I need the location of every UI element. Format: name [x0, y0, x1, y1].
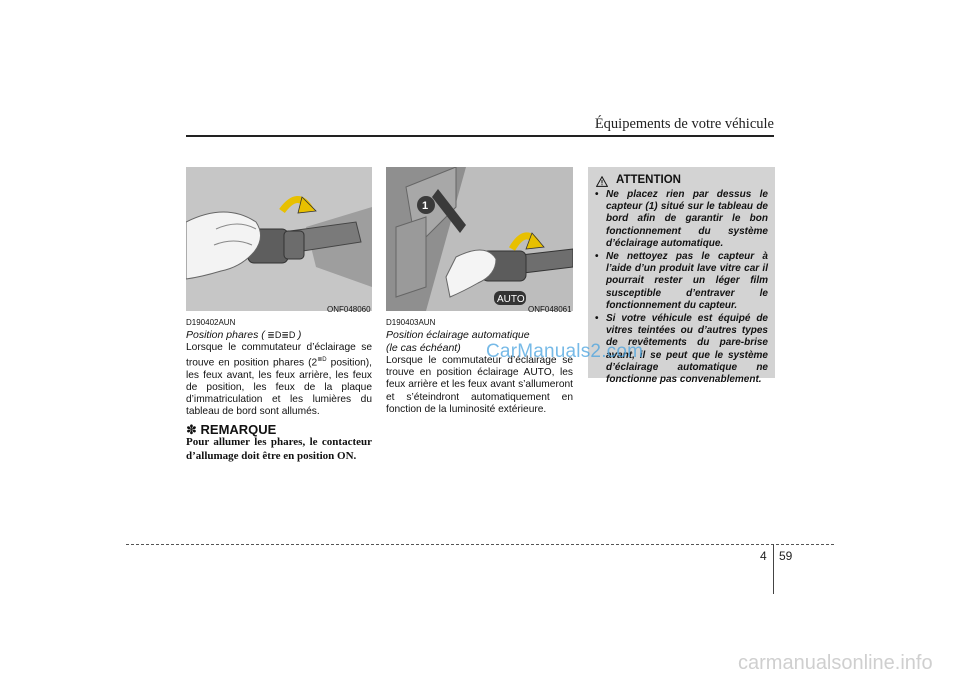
section-subheading: Position phares ( ≣D≣D ) — [186, 329, 302, 341]
attention-title: ATTENTION — [616, 174, 681, 186]
footer-rule — [126, 544, 834, 545]
auto-stalk-illustration — [386, 167, 573, 311]
figure-code: ONF048060 — [327, 305, 371, 314]
footer-divider — [773, 544, 774, 594]
remarque-title: ✽ REMARQUE — [186, 422, 277, 437]
headlight-icon: ≣D≣D — [264, 330, 298, 340]
figure-code: ONF048061 — [528, 305, 572, 314]
section-code: D190402AUN — [186, 318, 236, 327]
section-subheading-line2: (le cas échéant) — [386, 342, 461, 354]
chapter-number: 4 — [760, 549, 767, 563]
list-item: • Si votre véhicule est équipé de vitres teintées ou d’autres types de revêtements du pare-brise avant, il se peut que le système d’éclairage automatique ne fonctionne pas convenablement. — [595, 313, 768, 386]
headlight-icon: ≣D — [317, 357, 327, 364]
remarque-text: Pour allumer les phares, le contacteur d’allumage doit être en position ON. — [186, 436, 372, 462]
watermark-overlay: CarManuals2.com — [486, 341, 644, 362]
list-item: • Ne placez rien par dessus le capteur (1) situé sur le tableau de bord afin de garantir le bon fonctionnement du système d’éclairage automatique. — [595, 189, 768, 249]
header-rule — [186, 135, 774, 137]
page-header-title: Équipements de votre véhicule — [594, 116, 774, 132]
watermark-bottom: carmanualsonline.info — [738, 652, 933, 674]
page-number: 59 — [779, 549, 793, 563]
section-subheading-line1: Position éclairage automatique — [386, 329, 530, 341]
list-item: • Ne nettoyez pas le capteur à l’aide d’un produit lave vitre car il pourrait rester un léger film susceptible d’entraver le fonctionnement du capteur. — [595, 251, 768, 311]
figure-headlight-switch — [186, 167, 372, 311]
figure-auto-light-switch — [386, 167, 573, 311]
section-body: Lorsque le commutateur d’éclairage se trouve en position phares ($2^{≣D}$ position), les feux avant, les feux arrière, les feux de position, les feux de la plaque d’immatriculation et les lumières du tableau de bord sont allumés. — [186, 342, 372, 418]
section-body: Lorsque le commutateur d’éclairage se trouve en position éclairage AUTO, les feux arrière et les feux avant s’allumeront et s’éteindront automatiquement en fonction de la luminosité extérieure. — [386, 355, 573, 415]
figure-label-1: 1 — [422, 200, 429, 212]
figure-label-auto: AUTO — [497, 294, 525, 305]
stalk-illustration — [186, 167, 372, 311]
section-code: D190403AUN — [386, 318, 436, 327]
